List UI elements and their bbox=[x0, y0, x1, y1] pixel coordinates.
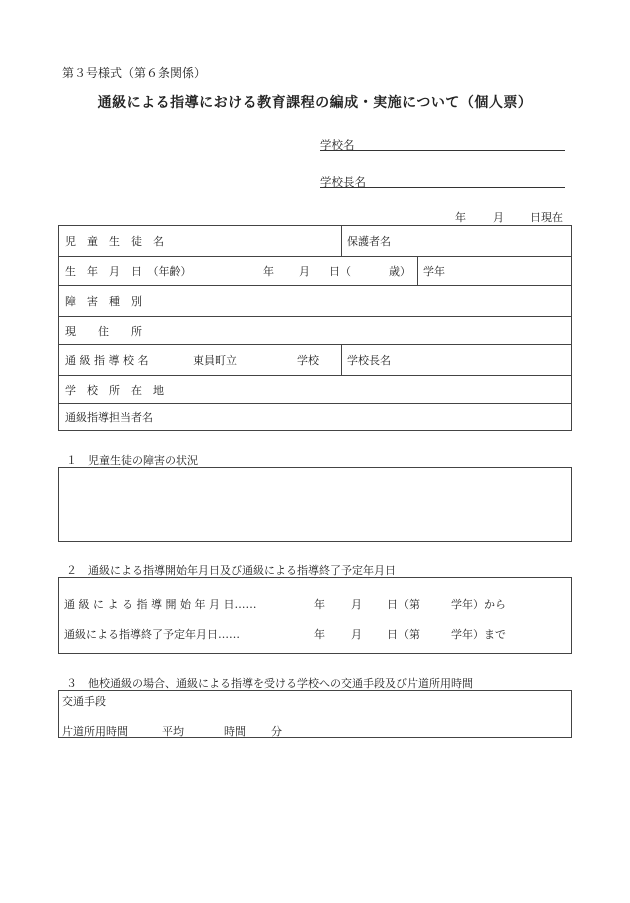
page-title: 通級による指導における教育課程の編成・実施について（個人票） bbox=[97, 95, 533, 111]
grade-label: 学年 bbox=[423, 265, 445, 278]
end-day: 日（第 bbox=[387, 628, 420, 641]
start-month: 月 bbox=[351, 598, 362, 611]
info-table bbox=[58, 225, 572, 431]
end-year: 年 bbox=[314, 628, 325, 641]
end-month: 月 bbox=[351, 628, 362, 641]
student-name-label: 児 童 生 徒 名 bbox=[65, 235, 164, 248]
one-way-time-label: 片道所用時間 bbox=[62, 725, 128, 738]
start-day: 日（第 bbox=[387, 598, 420, 611]
average-label: 平均 bbox=[162, 725, 184, 738]
age-suffix: 歳） bbox=[389, 265, 411, 278]
form-number: 第３号様式（第６条関係） bbox=[62, 66, 207, 80]
start-date-label: 通 級 に よ る 指 導 開 始 年 月 日…… bbox=[64, 598, 257, 611]
table-row bbox=[59, 226, 571, 257]
end-date-label: 通級による指導終了予定年月日…… bbox=[64, 628, 240, 641]
end-grade: 学年）まで bbox=[451, 628, 506, 641]
table-row bbox=[59, 345, 571, 376]
table-row bbox=[59, 257, 571, 286]
disability-status-box[interactable] bbox=[58, 467, 572, 542]
school-suffix: 学校 bbox=[297, 354, 319, 367]
as-of-day: 日現在 bbox=[530, 211, 563, 224]
birth-month: 月 bbox=[299, 265, 310, 278]
as-of-month: 月 bbox=[493, 211, 504, 224]
town-label: 東員町立 bbox=[193, 354, 237, 367]
start-year: 年 bbox=[314, 598, 325, 611]
guardian-name-label: 保護者名 bbox=[347, 235, 391, 248]
school-name-line[interactable] bbox=[320, 150, 565, 151]
disability-type-label: 障 害 種 別 bbox=[65, 295, 142, 308]
transport-box bbox=[58, 690, 572, 738]
birthdate-label: 生 年 月 日 （年齢） bbox=[65, 265, 192, 278]
birth-year: 年 bbox=[263, 265, 274, 278]
table-row bbox=[59, 317, 571, 345]
as-of-year: 年 bbox=[455, 211, 466, 224]
teacher-in-charge-label: 通級指導担当者名 bbox=[65, 411, 153, 424]
table-row bbox=[59, 376, 571, 404]
section1-title: １ 児童生徒の障害の状況 bbox=[66, 454, 198, 467]
birth-day: 日（ bbox=[329, 265, 351, 278]
guidance-period-box bbox=[58, 577, 572, 654]
guidance-school-label: 通 級 指 導 校 名 bbox=[65, 354, 149, 367]
guidance-principal-label: 学校長名 bbox=[347, 354, 391, 367]
principal-name-label: 学校長名 bbox=[320, 175, 366, 189]
table-row bbox=[59, 286, 571, 317]
table-row bbox=[59, 404, 571, 430]
start-grade: 学年）から bbox=[451, 598, 506, 611]
school-name-label: 学校名 bbox=[320, 138, 355, 152]
hours-label: 時間 bbox=[224, 725, 246, 738]
principal-name-line[interactable] bbox=[320, 187, 565, 188]
section3-title: ３ 他校通級の場合、通級による指導を受ける学校への交通手段及び片道所用時間 bbox=[66, 677, 473, 690]
minutes-label: 分 bbox=[271, 725, 282, 738]
transport-label: 交通手段 bbox=[62, 695, 106, 708]
address-label: 現 住 所 bbox=[65, 324, 142, 338]
school-location-label: 学 校 所 在 地 bbox=[65, 383, 164, 397]
section2-title: ２ 通級による指導開始年月日及び通級による指導終了予定年月日 bbox=[66, 564, 396, 577]
